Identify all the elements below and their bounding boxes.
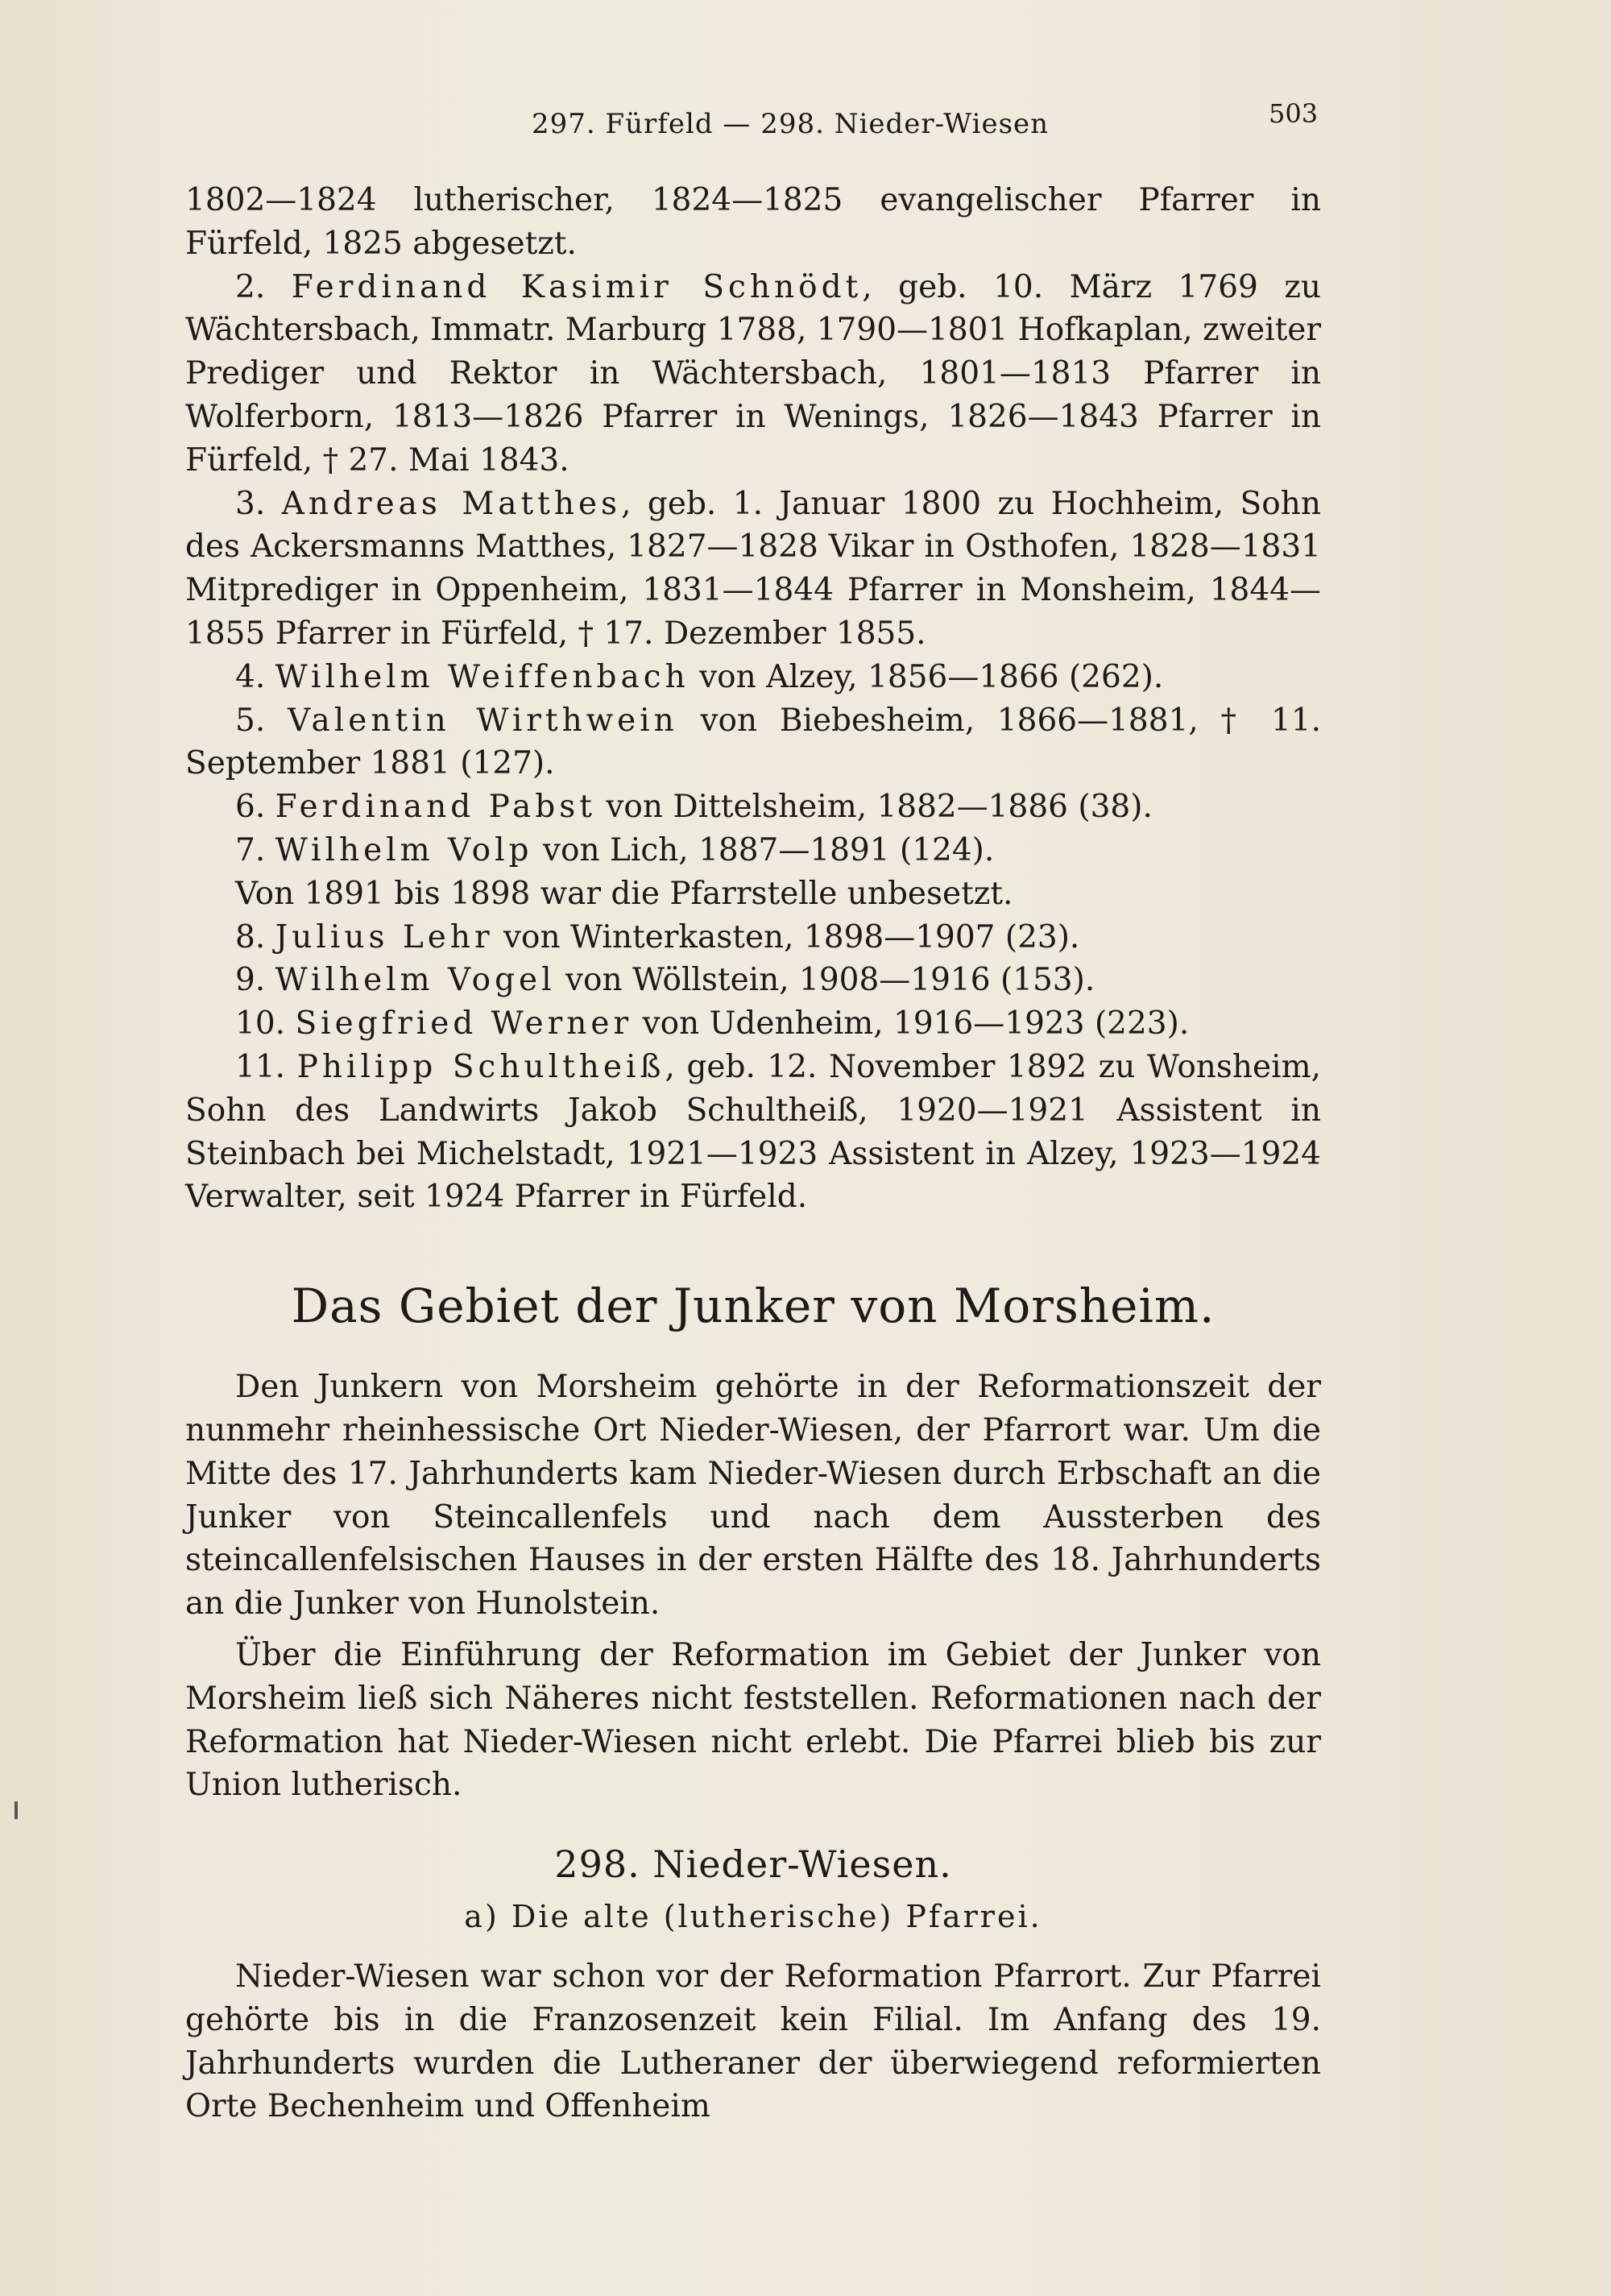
- entry-name: Ferdinand Kasimir Schnödt: [291, 268, 863, 305]
- entry-text: Von 1891 bis 1898 war die Pfarrstelle unbesetzt.: [235, 875, 1013, 912]
- page-body: [185, 179, 1321, 2128]
- entry-7: [185, 829, 1321, 872]
- entry-number: 5.: [235, 702, 266, 739]
- entry-6: [185, 785, 1321, 829]
- entry-3: [185, 483, 1321, 656]
- margin-mark: [14, 1801, 18, 1819]
- entry-number: 7.: [235, 831, 266, 868]
- entry-1-continuation: [185, 179, 1321, 266]
- entry-2: [185, 266, 1321, 483]
- entry-name: Wilhelm Weiffenbach: [275, 658, 690, 695]
- entry-text: von Wöllstein, 1908—1916 (153).: [555, 962, 1095, 999]
- subsection-heading: 298. Nieder-Wiesen.: [554, 1842, 952, 1887]
- entry-9: [185, 959, 1321, 1002]
- entry-text: , geb. 10. März 1769 zu Wächtersbach, Immatr. Marburg 1788, 1790—1801 Hofkaplan, zweiter Prediger und Rektor in Wächtersbach, 1801—1813 Pfarrer in Wolferborn, 1813—1826 Pfarrer in Wenings, 1826—1843 Pfarrer in Fürfeld, † 27. Mai 1843.: [185, 268, 1321, 479]
- page-number: 503: [1269, 98, 1319, 129]
- entry-text: von Winterkasten, 1898—1907 (23).: [493, 918, 1080, 955]
- entry-5: [185, 699, 1321, 786]
- entry-10: [185, 1002, 1321, 1046]
- entry-name: Siegfried Werner: [295, 1005, 633, 1042]
- entry-number: 2.: [235, 268, 266, 305]
- entry-name: Andreas Matthes: [281, 485, 622, 522]
- entry-text: von Dittelsheim, 1882—1886 (38).: [595, 789, 1153, 826]
- section-paragraph: Über die Einführung der Reformation im Gebiet der Junker von Morsheim ließ sich Näheres nicht feststellen. Reformationen nach der Reformation hat Nieder-Wiesen nicht erlebt. Die Pfarrei blieb bis zur Union lutherisch.: [185, 1636, 1321, 1804]
- subsection-subheading: a) Die alte (lutherische) Pfarrei.: [464, 1899, 1042, 1935]
- entry-number: 10.: [235, 1005, 286, 1042]
- entry-text: von Alzey, 1856—1866 (262).: [689, 658, 1164, 695]
- entry-text: 1802—1824 lutherischer, 1824—1825 evangelischer Pfarrer in Fürfeld, 1825 abgesetzt.: [185, 182, 1321, 262]
- entry-number: 6.: [235, 789, 266, 826]
- entry-text: , geb. 1. Januar 1800 zu Hochheim, Sohn des Ackersmanns Matthes, 1827—1828 Vikar in Osthofen, 1828—1831 Mitprediger in Oppenheim, 1831—1844 Pfarrer in Monsheim, 1844—1855 Pfarrer in Fürfeld, † 17. Dezember 1855.: [185, 485, 1321, 652]
- entry-number: 11.: [235, 1048, 286, 1085]
- entry-name: Wilhelm Volp: [275, 831, 533, 868]
- entry-number: 3.: [235, 485, 266, 522]
- section-paragraph: Den Junkern von Morsheim gehörte in der Reformationszeit der nunmehr rheinhessische Ort Nieder-Wiesen, der Pfarrort war. Um die Mitte des 17. Jahrhunderts kam Nieder-Wiesen durch Erbschaft an die Junker von Steincallenfels und nach dem Aussterben des steincallenfelsischen Hauses in der ersten Hälfte des 18. Jahrhunderts an die Junker von Hunolstein.: [185, 1369, 1321, 1623]
- entry-text: von Udenheim, 1916—1923 (223).: [632, 1005, 1190, 1042]
- entry-name: Philipp Schultheiß: [296, 1048, 665, 1085]
- entry-name: Julius Lehr: [275, 918, 494, 955]
- running-title: 297. Fürfeld — 298. Nieder-Wiesen: [532, 108, 1050, 140]
- entry-11: [185, 1046, 1321, 1219]
- entry-8: [185, 916, 1321, 959]
- entry-text: , geb. 12. November 1892 zu Wonsheim, Sohn des Landwirts Jakob Schultheiß, 1920—1921 Assistent in Steinbach bei Michelstadt, 1921—1923 Assistent in Alzey, 1923—1924 Verwalter, seit 1924 Pfarrer in Fürfeld.: [185, 1048, 1321, 1216]
- entry-name: Valentin Wirthwein: [287, 702, 678, 739]
- section-heading: Das Gebiet der Junker von Morsheim.: [291, 1279, 1215, 1334]
- entry-name: Wilhelm Vogel: [275, 962, 556, 999]
- subsection-paragraph: Nieder-Wiesen war schon vor der Reformation Pfarrort. Zur Pfarrei gehörte bis in die Franzosenzeit kein Filial. Im Anfang des 19. Jahrhunderts wurden die Lutheraner der überwiegend reformierten Orte Bechenheim und Offenheim: [185, 1958, 1321, 2125]
- entry-number: 8.: [235, 918, 266, 955]
- entry-text: von Biebesheim, 1866—1881, † 11. September 1881 (127).: [185, 702, 1321, 782]
- entry-text: von Lich, 1887—1891 (124).: [532, 831, 995, 868]
- entry-4: [185, 656, 1321, 699]
- vacancy-note: [185, 872, 1321, 916]
- entry-name: Ferdinand Pabst: [275, 789, 596, 826]
- running-head: [0, 97, 1611, 145]
- entry-number: 9.: [235, 962, 266, 999]
- entry-number: 4.: [235, 658, 266, 695]
